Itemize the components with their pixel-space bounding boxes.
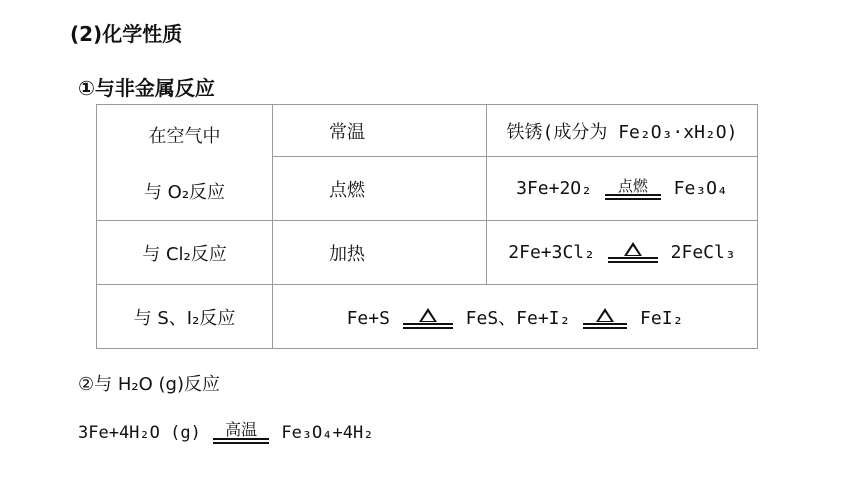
- separator: 、: [498, 307, 517, 329]
- eq-water-right: Fe₃O₄+4H₂: [281, 423, 374, 443]
- reaction-arrow-heat-s: [403, 308, 453, 329]
- reaction-arrow-heat: [608, 242, 658, 263]
- double-line: [583, 323, 627, 329]
- with-o2-label: 与 O₂反应: [143, 181, 226, 203]
- rust-product: 铁锈(成分为 Fe₂O₃·xH₂O): [487, 105, 758, 157]
- double-line: [608, 257, 658, 263]
- eq-fe-cl2-left: 2Fe+3Cl₂: [508, 241, 595, 263]
- eq-fe-o2-left: 3Fe+2O₂: [516, 177, 592, 199]
- subsection-water-title: ②与 H₂O (g)反应: [78, 374, 220, 395]
- heat-triangle-icon: [596, 308, 614, 322]
- eq-fe-o2-right: Fe₃O₄: [673, 177, 728, 199]
- heat-triangle-icon: [624, 242, 642, 256]
- reaction-arrow-ignite: [605, 178, 661, 200]
- eq-water-left: 3Fe+4H₂O (g): [78, 423, 201, 443]
- heat-triangle-icon: [419, 308, 437, 322]
- section-title: (2)化学性质: [70, 22, 183, 46]
- arrow-cond-high-temp: 高温: [225, 420, 258, 439]
- eq-fe-o2: [487, 157, 758, 221]
- cell-cl2-label: 与 Cl₂反应: [97, 221, 273, 285]
- eq-fe-water: [78, 422, 373, 444]
- reaction-table: [96, 104, 758, 349]
- reaction-arrow-heat-i2: [583, 308, 627, 329]
- in-air-label: 在空气中: [148, 125, 221, 147]
- cond-heat: 加热: [273, 221, 487, 285]
- eq-fe-cl2-right: 2FeCl₃: [670, 241, 736, 263]
- cell-o2-label: [97, 105, 273, 221]
- eq-fe-cl2: [487, 221, 758, 285]
- eq-fe-s-right: FeS: [465, 307, 499, 329]
- cond-ignite: 点燃: [273, 157, 487, 221]
- eq-fe-s-i2: [273, 285, 758, 349]
- eq-fe-s-left: Fe+S: [346, 307, 390, 329]
- subsection-nonmetal-title: ①与非金属反应: [78, 76, 215, 100]
- arrow-cond-ignite: 点燃: [617, 176, 648, 195]
- double-line: [403, 323, 453, 329]
- eq-fe-i2-left: Fe+I₂: [516, 307, 571, 329]
- reaction-arrow-high-temp: [213, 422, 269, 444]
- eq-fe-i2-right: FeI₂: [640, 307, 684, 329]
- cell-s-i2-label: 与 S、I₂反应: [97, 285, 273, 349]
- cond-room-temp: 常温: [273, 105, 487, 157]
